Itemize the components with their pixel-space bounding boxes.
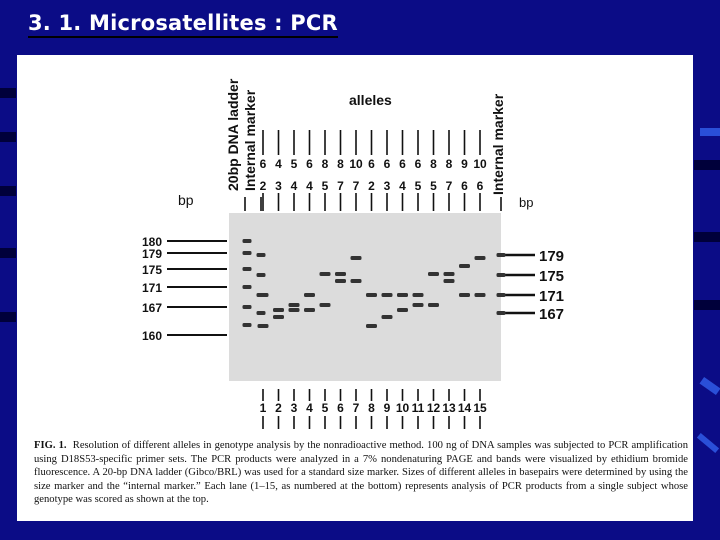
background-accent	[700, 377, 720, 395]
sample-band	[444, 279, 455, 283]
sample-band	[366, 293, 377, 297]
sample-band	[304, 308, 315, 312]
allele-top-number: 5	[290, 157, 298, 171]
allele-top-number: 6	[414, 157, 422, 171]
sample-band	[320, 303, 331, 307]
background-stripe	[0, 248, 16, 258]
allele-bottom-number: 5	[414, 179, 422, 193]
lane-number: 3	[290, 401, 298, 415]
allele-top-number: 6	[306, 157, 313, 171]
background-accent	[700, 128, 720, 136]
background-stripe	[0, 312, 16, 322]
allele-top-number: 9	[461, 157, 468, 171]
internal-marker-band	[497, 293, 506, 297]
ladder-band	[243, 323, 252, 327]
lane-number: 5	[321, 401, 329, 415]
lane-number: 13	[442, 401, 456, 415]
sample-band	[335, 279, 346, 283]
sample-band	[397, 308, 408, 312]
header-alleles-label: alleles	[349, 92, 392, 108]
lane-number: 12	[426, 401, 441, 415]
background-accent	[697, 433, 719, 453]
allele-bottom-number: 2	[259, 179, 267, 193]
lane-number: 14	[457, 401, 472, 415]
lane-number: 4	[306, 401, 313, 415]
lane-number: 2	[275, 401, 282, 415]
figure-caption	[34, 439, 688, 507]
ladder-band	[243, 267, 252, 271]
size-label-left: 179	[142, 247, 163, 261]
internal-marker-band	[257, 273, 266, 277]
header-internal-marker-right: Internal marker	[490, 93, 506, 195]
caption-text: Resolution of different alleles in genotype analysis by the nonradioactive method. 100 ng of DNA samples was subjected to PCR amplification using D18S53-specific primer sets. The PCR products were analyzed in a 7% nondenaturing PAGE and bands were visualized by ethidium bromide fluorescence. A 20-bp DNA ladder (Gibco/BRL) was used for a standard size marker. Sizes of different alleles in basepairs were determined by using the size marker and the “internal marker.” Each lane (1–15, as numbered at the bottom) represents analysis of PCR products from a single subject whose genotype was scored as shown at the top.	[34, 440, 689, 506]
allele-bottom-number: 3	[383, 179, 391, 193]
sample-band	[320, 272, 331, 276]
sample-band	[413, 303, 424, 307]
bp-label-left: bp	[178, 192, 194, 208]
size-label-left: 180	[142, 235, 163, 249]
allele-top-number: 8	[321, 157, 329, 171]
sample-band	[428, 303, 439, 307]
allele-bottom-number: 6	[461, 179, 468, 193]
sample-band	[273, 315, 284, 319]
size-label-left: 175	[142, 263, 163, 277]
lane-number: 11	[411, 401, 425, 415]
allele-top-number: 6	[399, 157, 406, 171]
allele-top-number: 10	[473, 157, 487, 171]
allele-top-number: 4	[275, 157, 282, 171]
size-label-right: 179	[539, 248, 565, 265]
lane-number: 10	[395, 401, 410, 415]
allele-bottom-number: 4	[306, 179, 313, 193]
allele-bottom-number: 4	[290, 179, 298, 193]
allele-top-number: 6	[259, 157, 267, 171]
sample-band	[335, 272, 346, 276]
sample-band	[428, 272, 439, 276]
caption-label: FIG. 1.	[34, 440, 67, 451]
allele-bottom-number: 7	[352, 179, 360, 193]
allele-top-number: 8	[337, 157, 344, 171]
allele-bottom-number: 5	[321, 179, 329, 193]
allele-top-number: 10	[349, 157, 363, 171]
sample-band	[351, 279, 362, 283]
internal-marker-band	[497, 311, 506, 315]
sample-band	[444, 272, 455, 276]
header-ladder-label: 20bp DNA ladder	[225, 78, 241, 191]
sample-band	[459, 293, 470, 297]
sample-band	[382, 315, 393, 319]
background-stripe	[694, 160, 720, 170]
lane-number: 1	[259, 401, 267, 415]
background-stripe	[694, 232, 720, 242]
lane-number: 8	[368, 401, 375, 415]
sample-band	[304, 293, 315, 297]
lane-number: 6	[337, 401, 344, 415]
slide-title: 3. 1. Microsatellites : PCR	[28, 10, 338, 38]
internal-marker-band	[497, 253, 506, 257]
gel-image	[229, 213, 501, 381]
allele-top-number: 6	[383, 157, 391, 171]
allele-top-number: 6	[368, 157, 375, 171]
figure-panel	[17, 55, 693, 521]
sample-band	[459, 264, 470, 268]
size-label-left: 171	[142, 281, 163, 295]
allele-bottom-number: 5	[430, 179, 437, 193]
sample-band	[366, 324, 377, 328]
internal-marker-band	[257, 253, 266, 257]
ladder-band	[243, 251, 252, 255]
sample-band	[289, 308, 300, 312]
size-label-right: 175	[539, 268, 565, 285]
bp-label-right: bp	[519, 195, 534, 210]
internal-marker-band	[257, 311, 266, 315]
ladder-band	[243, 285, 252, 289]
sample-band	[289, 303, 300, 307]
sample-band	[273, 308, 284, 312]
sample-band	[475, 256, 486, 260]
size-label-left: 167	[142, 301, 163, 315]
sample-band	[475, 293, 486, 297]
background-stripe	[0, 88, 16, 98]
size-label-right: 167	[539, 306, 565, 323]
allele-bottom-number: 7	[337, 179, 344, 193]
background-stripe	[694, 300, 720, 310]
size-label-left: 160	[142, 329, 163, 343]
lane-number: 9	[383, 401, 391, 415]
lane-number: 15	[473, 401, 487, 415]
allele-bottom-number: 4	[399, 179, 406, 193]
size-label-right: 171	[539, 288, 565, 305]
lane-number: 7	[352, 401, 360, 415]
sample-band	[258, 324, 269, 328]
sample-band	[397, 293, 408, 297]
ladder-band	[243, 305, 252, 309]
internal-marker-band	[497, 273, 506, 277]
sample-band	[413, 293, 424, 297]
background-stripe	[0, 186, 16, 196]
background-stripe	[0, 132, 16, 142]
allele-top-number: 8	[430, 157, 437, 171]
allele-top-number: 8	[445, 157, 453, 171]
header-internal-marker-left: Internal marker	[242, 89, 258, 191]
allele-bottom-number: 3	[275, 179, 282, 193]
sample-band	[258, 293, 269, 297]
allele-bottom-number: 6	[476, 179, 484, 193]
sample-band	[382, 293, 393, 297]
allele-bottom-number: 7	[445, 179, 453, 193]
sample-band	[351, 256, 362, 260]
ladder-band	[243, 239, 252, 243]
allele-bottom-number: 2	[368, 179, 375, 193]
